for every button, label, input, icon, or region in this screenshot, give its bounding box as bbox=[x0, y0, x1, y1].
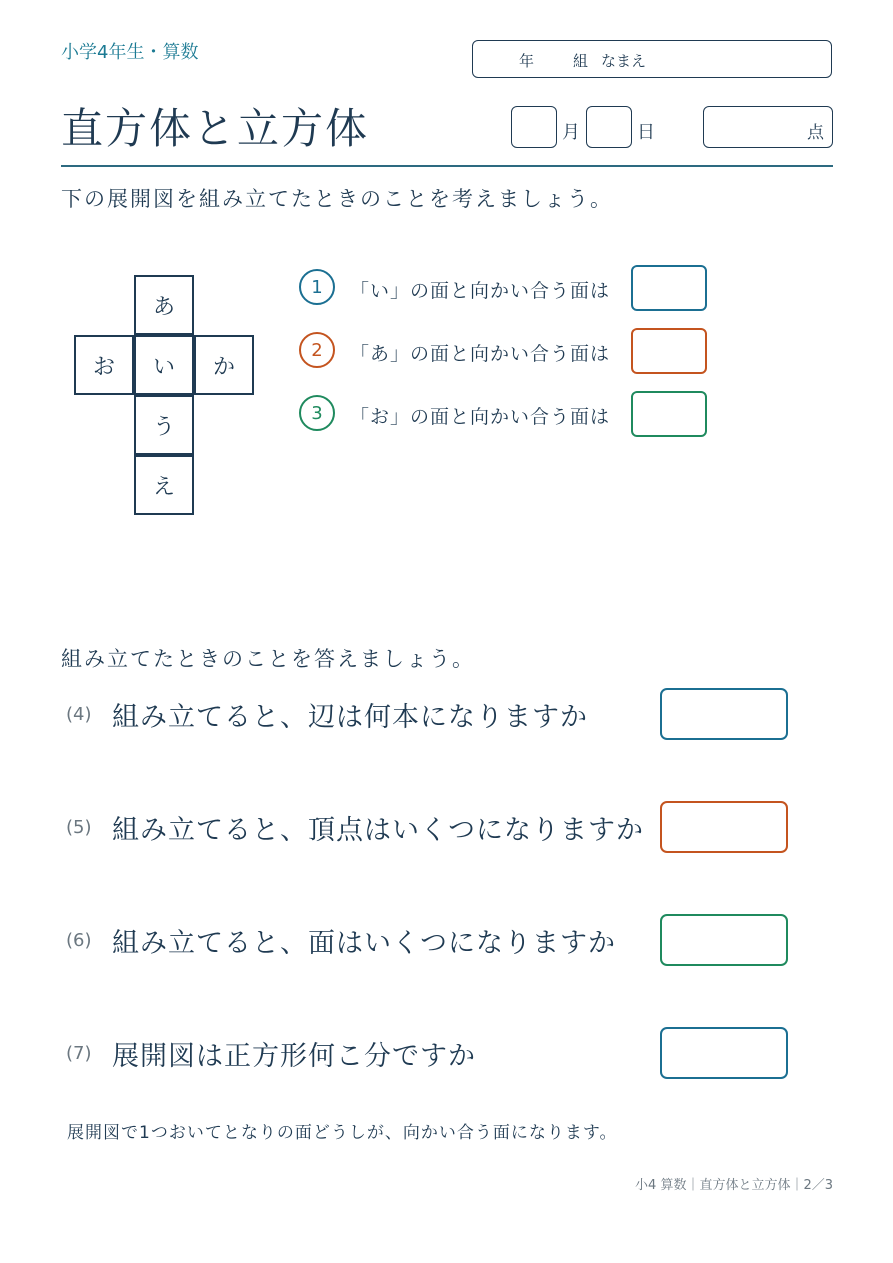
month-input-box[interactable] bbox=[511, 106, 557, 148]
page-footer: 小4 算数｜直方体と立方体｜2／3 bbox=[635, 1178, 833, 1193]
problem-4-number: (4) bbox=[66, 704, 92, 725]
problem-6-text: 組み立てると、面はいくつになりますか bbox=[112, 928, 616, 959]
net-face-bottom: え bbox=[134, 455, 194, 515]
question-3-number: 3 bbox=[299, 395, 335, 431]
score-box[interactable] bbox=[703, 106, 833, 148]
name-label: なまえ bbox=[601, 52, 647, 70]
question-1-answer-box[interactable] bbox=[631, 265, 707, 311]
problem-6-answer-box[interactable] bbox=[660, 914, 788, 966]
net-face-left: お bbox=[74, 335, 134, 395]
question-1-number: 1 bbox=[299, 269, 335, 305]
page-title: 直方体と立方体 bbox=[61, 104, 370, 153]
net-face-top: あ bbox=[134, 275, 194, 335]
question-3-answer-box[interactable] bbox=[631, 391, 707, 437]
net-face-center: い bbox=[134, 335, 194, 395]
problem-6-number: (6) bbox=[66, 930, 92, 951]
score-label: 点 bbox=[807, 123, 824, 143]
problem-4-text: 組み立てると、辺は何本になりますか bbox=[112, 702, 588, 733]
grade-label: 小学4年生・算数 bbox=[61, 42, 199, 63]
hint-text: 展開図で1つおいてとなりの面どうしが、向かい合う面になります。 bbox=[67, 1123, 618, 1143]
question-3-text: 「お」の面と向かい合う面は bbox=[350, 406, 611, 428]
question-2-answer-box[interactable] bbox=[631, 328, 707, 374]
problem-5-answer-box[interactable] bbox=[660, 801, 788, 853]
problem-7-text: 展開図は正方形何こ分ですか bbox=[112, 1041, 476, 1072]
month-label: 月 bbox=[562, 122, 580, 143]
problem-4-answer-box[interactable] bbox=[660, 688, 788, 740]
net-face-below: う bbox=[134, 395, 194, 455]
net-face-right: か bbox=[194, 335, 254, 395]
problem-5-text: 組み立てると、頂点はいくつになりますか bbox=[112, 815, 644, 846]
problem-5-number: (5) bbox=[66, 817, 92, 838]
problem-7-answer-box[interactable] bbox=[660, 1027, 788, 1079]
year-label: 年 bbox=[519, 52, 535, 70]
day-label: 日 bbox=[637, 122, 655, 143]
header-divider bbox=[61, 165, 833, 167]
problem-7-number: (7) bbox=[66, 1043, 92, 1064]
question-2-text: 「あ」の面と向かい合う面は bbox=[350, 343, 611, 365]
name-box[interactable] bbox=[472, 40, 832, 78]
question-2-number: 2 bbox=[299, 332, 335, 368]
day-input-box[interactable] bbox=[586, 106, 632, 148]
section2-instruction: 組み立てたときのことを答えましょう。 bbox=[61, 647, 475, 671]
section1-instruction: 下の展開図を組み立てたときのことを考えましょう。 bbox=[61, 187, 613, 211]
question-1-text: 「い」の面と向かい合う面は bbox=[350, 280, 611, 302]
class-label: 組 bbox=[573, 52, 589, 70]
